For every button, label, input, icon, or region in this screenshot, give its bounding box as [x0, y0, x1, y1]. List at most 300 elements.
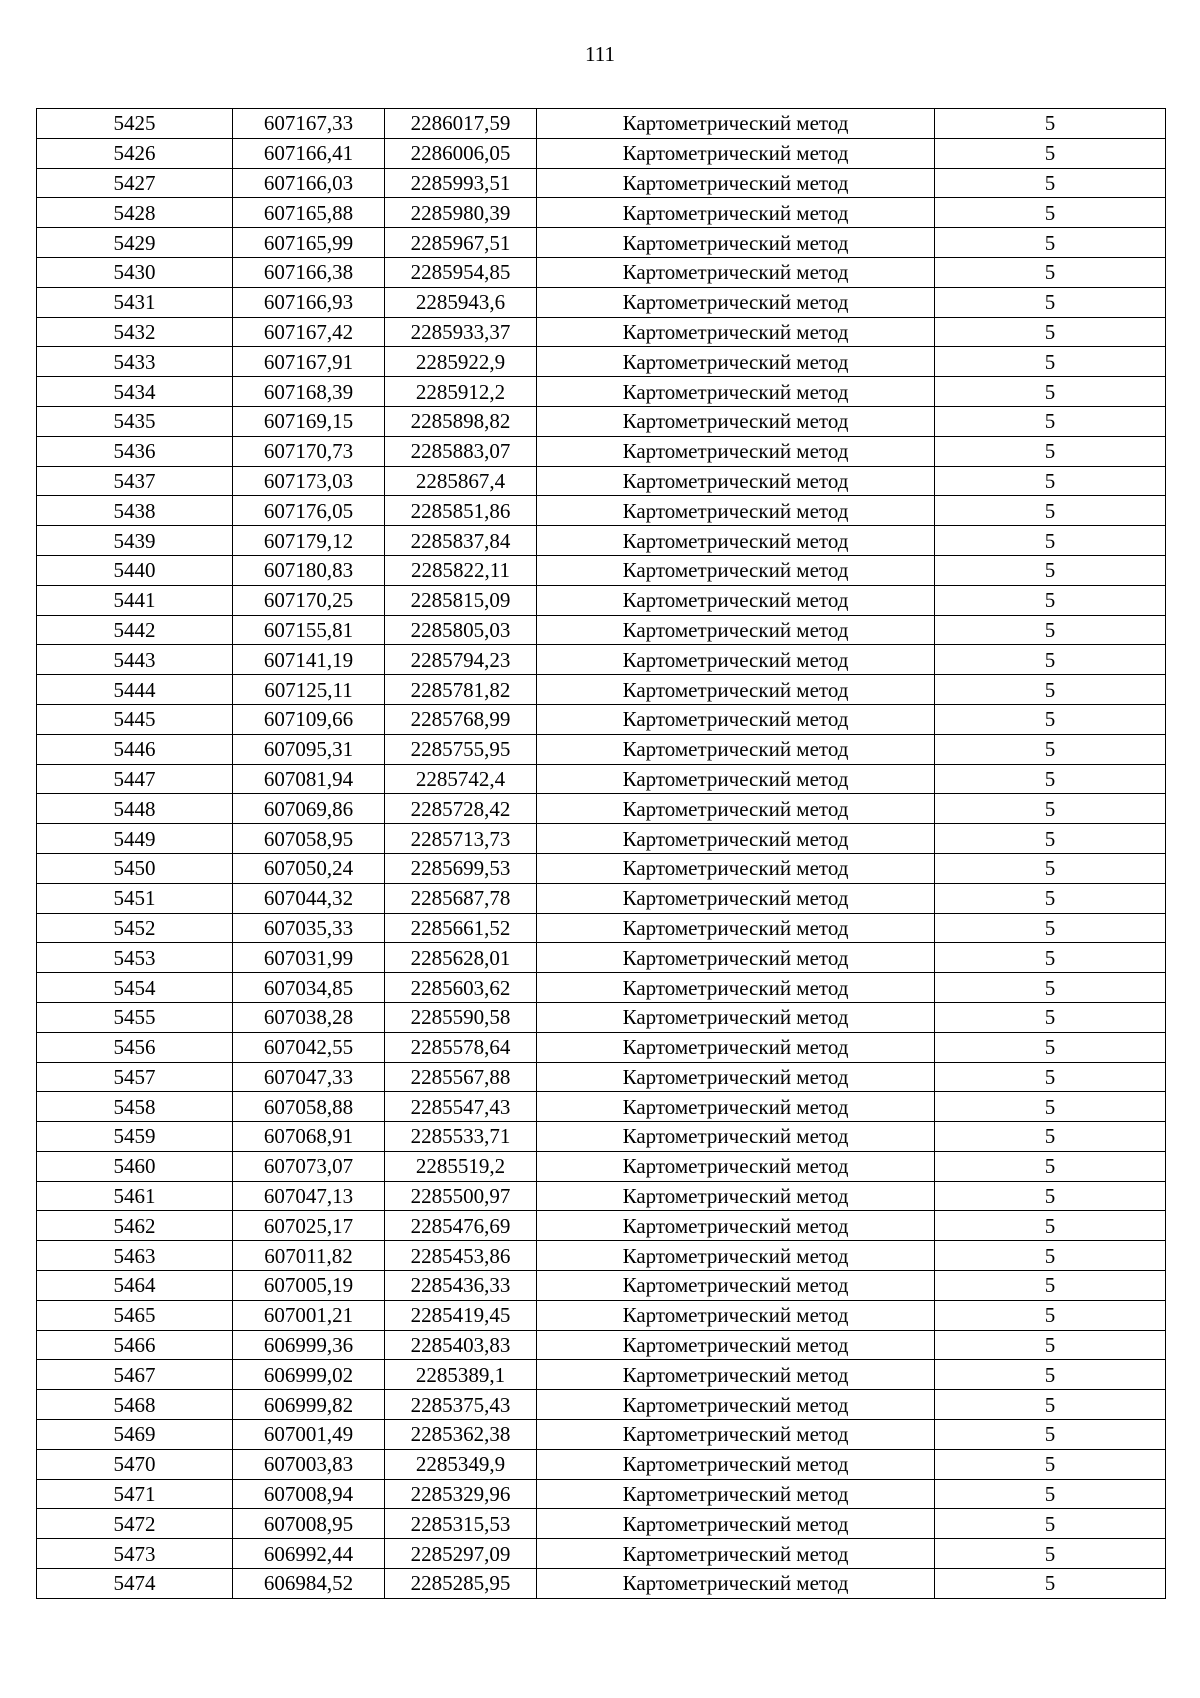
point-number-cell: 5431	[37, 287, 233, 317]
accuracy-cell: 5	[935, 257, 1166, 287]
accuracy-cell: 5	[935, 1479, 1166, 1509]
table-row	[37, 764, 1166, 794]
x-coordinate-cell: 607047,13	[233, 1181, 385, 1211]
point-number-cell: 5441	[37, 585, 233, 615]
method-cell: Картометрический метод	[537, 1479, 935, 1509]
accuracy-cell: 5	[935, 824, 1166, 854]
accuracy-cell: 5	[935, 1002, 1166, 1032]
accuracy-cell: 5	[935, 109, 1166, 139]
x-coordinate-cell: 607173,03	[233, 466, 385, 496]
point-number-cell: 5457	[37, 1062, 233, 1092]
table-row	[37, 1062, 1166, 1092]
point-number-cell: 5470	[37, 1449, 233, 1479]
y-coordinate-cell: 2285837,84	[385, 526, 537, 556]
y-coordinate-cell: 2285768,99	[385, 704, 537, 734]
method-cell: Картометрический метод	[537, 496, 935, 526]
x-coordinate-cell: 606999,36	[233, 1330, 385, 1360]
x-coordinate-cell: 607170,73	[233, 436, 385, 466]
table-row	[37, 406, 1166, 436]
x-coordinate-cell: 607180,83	[233, 555, 385, 585]
table-row	[37, 109, 1166, 139]
x-coordinate-cell: 607073,07	[233, 1151, 385, 1181]
method-cell: Картометрический метод	[537, 377, 935, 407]
accuracy-cell: 5	[935, 436, 1166, 466]
y-coordinate-cell: 2285943,6	[385, 287, 537, 317]
y-coordinate-cell: 2285362,38	[385, 1420, 537, 1450]
x-coordinate-cell: 607155,81	[233, 615, 385, 645]
table-row	[37, 1420, 1166, 1450]
y-coordinate-cell: 2285315,53	[385, 1509, 537, 1539]
table-row	[37, 1330, 1166, 1360]
method-cell: Картометрический метод	[537, 436, 935, 466]
x-coordinate-cell: 607047,33	[233, 1062, 385, 1092]
x-coordinate-cell: 607008,95	[233, 1509, 385, 1539]
point-number-cell: 5443	[37, 645, 233, 675]
y-coordinate-cell: 2286006,05	[385, 138, 537, 168]
y-coordinate-cell: 2285349,9	[385, 1449, 537, 1479]
method-cell: Картометрический метод	[537, 198, 935, 228]
point-number-cell: 5430	[37, 257, 233, 287]
method-cell: Картометрический метод	[537, 228, 935, 258]
table-row	[37, 734, 1166, 764]
y-coordinate-cell: 2285912,2	[385, 377, 537, 407]
point-number-cell: 5461	[37, 1181, 233, 1211]
table-row	[37, 794, 1166, 824]
point-number-cell: 5449	[37, 824, 233, 854]
method-cell: Картометрический метод	[537, 764, 935, 794]
y-coordinate-cell: 2285329,96	[385, 1479, 537, 1509]
x-coordinate-cell: 607058,88	[233, 1092, 385, 1122]
table-row	[37, 1300, 1166, 1330]
table-row	[37, 287, 1166, 317]
point-number-cell: 5465	[37, 1300, 233, 1330]
y-coordinate-cell: 2285297,09	[385, 1539, 537, 1569]
accuracy-cell: 5	[935, 1122, 1166, 1152]
method-cell: Картометрический метод	[537, 1300, 935, 1330]
x-coordinate-cell: 607109,66	[233, 704, 385, 734]
y-coordinate-cell: 2286017,59	[385, 109, 537, 139]
y-coordinate-cell: 2285687,78	[385, 883, 537, 913]
y-coordinate-cell: 2285590,58	[385, 1002, 537, 1032]
accuracy-cell: 5	[935, 585, 1166, 615]
method-cell: Картометрический метод	[537, 1390, 935, 1420]
method-cell: Картометрический метод	[537, 794, 935, 824]
accuracy-cell: 5	[935, 1032, 1166, 1062]
y-coordinate-cell: 2285661,52	[385, 913, 537, 943]
method-cell: Картометрический метод	[537, 675, 935, 705]
y-coordinate-cell: 2285883,07	[385, 436, 537, 466]
method-cell: Картометрический метод	[537, 1002, 935, 1032]
table-row	[37, 1509, 1166, 1539]
x-coordinate-cell: 607125,11	[233, 675, 385, 705]
point-number-cell: 5439	[37, 526, 233, 556]
table-row	[37, 1479, 1166, 1509]
y-coordinate-cell: 2285628,01	[385, 943, 537, 973]
y-coordinate-cell: 2285285,95	[385, 1569, 537, 1599]
y-coordinate-cell: 2285533,71	[385, 1122, 537, 1152]
point-number-cell: 5472	[37, 1509, 233, 1539]
accuracy-cell: 5	[935, 1300, 1166, 1330]
table-row	[37, 973, 1166, 1003]
table-row	[37, 883, 1166, 913]
x-coordinate-cell: 606999,82	[233, 1390, 385, 1420]
method-cell: Картометрический метод	[537, 1509, 935, 1539]
method-cell: Картометрический метод	[537, 1330, 935, 1360]
accuracy-cell: 5	[935, 764, 1166, 794]
point-number-cell: 5462	[37, 1211, 233, 1241]
y-coordinate-cell: 2285898,82	[385, 406, 537, 436]
x-coordinate-cell: 607001,49	[233, 1420, 385, 1450]
table-row	[37, 1181, 1166, 1211]
accuracy-cell: 5	[935, 973, 1166, 1003]
table-row	[37, 347, 1166, 377]
y-coordinate-cell: 2285389,1	[385, 1360, 537, 1390]
accuracy-cell: 5	[935, 466, 1166, 496]
point-number-cell: 5458	[37, 1092, 233, 1122]
accuracy-cell: 5	[935, 1151, 1166, 1181]
accuracy-cell: 5	[935, 704, 1166, 734]
table-row	[37, 1271, 1166, 1301]
x-coordinate-cell: 607068,91	[233, 1122, 385, 1152]
table-row	[37, 1539, 1166, 1569]
method-cell: Картометрический метод	[537, 943, 935, 973]
table-row	[37, 1151, 1166, 1181]
point-number-cell: 5433	[37, 347, 233, 377]
x-coordinate-cell: 606992,44	[233, 1539, 385, 1569]
table-row	[37, 198, 1166, 228]
method-cell: Картометрический метод	[537, 704, 935, 734]
table-row	[37, 555, 1166, 585]
x-coordinate-cell: 607044,32	[233, 883, 385, 913]
point-number-cell: 5460	[37, 1151, 233, 1181]
accuracy-cell: 5	[935, 1420, 1166, 1450]
point-number-cell: 5453	[37, 943, 233, 973]
x-coordinate-cell: 607166,38	[233, 257, 385, 287]
y-coordinate-cell: 2285755,95	[385, 734, 537, 764]
method-cell: Картометрический метод	[537, 168, 935, 198]
method-cell: Картометрический метод	[537, 466, 935, 496]
accuracy-cell: 5	[935, 555, 1166, 585]
method-cell: Картометрический метод	[537, 883, 935, 913]
x-coordinate-cell: 607069,86	[233, 794, 385, 824]
method-cell: Картометрический метод	[537, 257, 935, 287]
method-cell: Картометрический метод	[537, 526, 935, 556]
table-body	[37, 109, 1166, 1599]
table-row	[37, 1002, 1166, 1032]
table-row	[37, 168, 1166, 198]
accuracy-cell: 5	[935, 943, 1166, 973]
method-cell: Картометрический метод	[537, 1420, 935, 1450]
table-row	[37, 317, 1166, 347]
x-coordinate-cell: 607168,39	[233, 377, 385, 407]
point-number-cell: 5474	[37, 1569, 233, 1599]
y-coordinate-cell: 2285728,42	[385, 794, 537, 824]
point-number-cell: 5442	[37, 615, 233, 645]
x-coordinate-cell: 607081,94	[233, 764, 385, 794]
accuracy-cell: 5	[935, 377, 1166, 407]
point-number-cell: 5451	[37, 883, 233, 913]
table-row	[37, 1211, 1166, 1241]
accuracy-cell: 5	[935, 1271, 1166, 1301]
table-row	[37, 1449, 1166, 1479]
x-coordinate-cell: 607166,03	[233, 168, 385, 198]
table-row	[37, 466, 1166, 496]
accuracy-cell: 5	[935, 1360, 1166, 1390]
y-coordinate-cell: 2285742,4	[385, 764, 537, 794]
accuracy-cell: 5	[935, 347, 1166, 377]
x-coordinate-cell: 607167,42	[233, 317, 385, 347]
y-coordinate-cell: 2285578,64	[385, 1032, 537, 1062]
table-row	[37, 585, 1166, 615]
x-coordinate-cell: 607011,82	[233, 1241, 385, 1271]
y-coordinate-cell: 2285851,86	[385, 496, 537, 526]
table-row	[37, 913, 1166, 943]
y-coordinate-cell: 2285699,53	[385, 853, 537, 883]
point-number-cell: 5471	[37, 1479, 233, 1509]
table-row	[37, 675, 1166, 705]
table-row	[37, 1122, 1166, 1152]
table-row	[37, 943, 1166, 973]
x-coordinate-cell: 607034,85	[233, 973, 385, 1003]
accuracy-cell: 5	[935, 853, 1166, 883]
x-coordinate-cell: 607058,95	[233, 824, 385, 854]
point-number-cell: 5432	[37, 317, 233, 347]
table-row	[37, 1032, 1166, 1062]
x-coordinate-cell: 607141,19	[233, 645, 385, 675]
method-cell: Картометрический метод	[537, 109, 935, 139]
method-cell: Картометрический метод	[537, 913, 935, 943]
accuracy-cell: 5	[935, 228, 1166, 258]
point-number-cell: 5425	[37, 109, 233, 139]
method-cell: Картометрический метод	[537, 1271, 935, 1301]
table-row	[37, 1390, 1166, 1420]
accuracy-cell: 5	[935, 675, 1166, 705]
method-cell: Картометрический метод	[537, 1449, 935, 1479]
table-row	[37, 228, 1166, 258]
point-number-cell: 5447	[37, 764, 233, 794]
x-coordinate-cell: 607176,05	[233, 496, 385, 526]
method-cell: Картометрический метод	[537, 973, 935, 1003]
point-number-cell: 5438	[37, 496, 233, 526]
point-number-cell: 5469	[37, 1420, 233, 1450]
accuracy-cell: 5	[935, 1092, 1166, 1122]
accuracy-cell: 5	[935, 138, 1166, 168]
point-number-cell: 5452	[37, 913, 233, 943]
table-row	[37, 436, 1166, 466]
method-cell: Картометрический метод	[537, 615, 935, 645]
table-row	[37, 138, 1166, 168]
y-coordinate-cell: 2285375,43	[385, 1390, 537, 1420]
point-number-cell: 5464	[37, 1271, 233, 1301]
y-coordinate-cell: 2285436,33	[385, 1271, 537, 1301]
accuracy-cell: 5	[935, 734, 1166, 764]
point-number-cell: 5437	[37, 466, 233, 496]
y-coordinate-cell: 2285781,82	[385, 675, 537, 705]
y-coordinate-cell: 2285403,83	[385, 1330, 537, 1360]
table-row	[37, 853, 1166, 883]
y-coordinate-cell: 2285794,23	[385, 645, 537, 675]
accuracy-cell: 5	[935, 198, 1166, 228]
y-coordinate-cell: 2285967,51	[385, 228, 537, 258]
method-cell: Картометрический метод	[537, 824, 935, 854]
point-number-cell: 5444	[37, 675, 233, 705]
point-number-cell: 5445	[37, 704, 233, 734]
point-number-cell: 5428	[37, 198, 233, 228]
method-cell: Картометрический метод	[537, 138, 935, 168]
accuracy-cell: 5	[935, 913, 1166, 943]
x-coordinate-cell: 607166,93	[233, 287, 385, 317]
x-coordinate-cell: 607167,91	[233, 347, 385, 377]
accuracy-cell: 5	[935, 1181, 1166, 1211]
table-row	[37, 1360, 1166, 1390]
method-cell: Картометрический метод	[537, 1122, 935, 1152]
table-row	[37, 824, 1166, 854]
accuracy-cell: 5	[935, 287, 1166, 317]
x-coordinate-cell: 607050,24	[233, 853, 385, 883]
point-number-cell: 5429	[37, 228, 233, 258]
method-cell: Картометрический метод	[537, 287, 935, 317]
table-row	[37, 704, 1166, 734]
point-number-cell: 5455	[37, 1002, 233, 1032]
method-cell: Картометрический метод	[537, 1539, 935, 1569]
method-cell: Картометрический метод	[537, 1151, 935, 1181]
method-cell: Картометрический метод	[537, 853, 935, 883]
table-row	[37, 645, 1166, 675]
y-coordinate-cell: 2285547,43	[385, 1092, 537, 1122]
y-coordinate-cell: 2285713,73	[385, 824, 537, 854]
y-coordinate-cell: 2285993,51	[385, 168, 537, 198]
x-coordinate-cell: 607179,12	[233, 526, 385, 556]
table-row	[37, 1092, 1166, 1122]
method-cell: Картометрический метод	[537, 1241, 935, 1271]
accuracy-cell: 5	[935, 406, 1166, 436]
x-coordinate-cell: 607035,33	[233, 913, 385, 943]
accuracy-cell: 5	[935, 883, 1166, 913]
method-cell: Картометрический метод	[537, 1360, 935, 1390]
x-coordinate-cell: 607165,88	[233, 198, 385, 228]
x-coordinate-cell: 607025,17	[233, 1211, 385, 1241]
point-number-cell: 5454	[37, 973, 233, 1003]
x-coordinate-cell: 607005,19	[233, 1271, 385, 1301]
x-coordinate-cell: 607166,41	[233, 138, 385, 168]
x-coordinate-cell: 607095,31	[233, 734, 385, 764]
table-row	[37, 257, 1166, 287]
y-coordinate-cell: 2285867,4	[385, 466, 537, 496]
accuracy-cell: 5	[935, 1569, 1166, 1599]
y-coordinate-cell: 2285603,62	[385, 973, 537, 1003]
accuracy-cell: 5	[935, 168, 1166, 198]
method-cell: Картометрический метод	[537, 1032, 935, 1062]
point-number-cell: 5448	[37, 794, 233, 824]
accuracy-cell: 5	[935, 1539, 1166, 1569]
accuracy-cell: 5	[935, 1390, 1166, 1420]
x-coordinate-cell: 607038,28	[233, 1002, 385, 1032]
point-number-cell: 5459	[37, 1122, 233, 1152]
accuracy-cell: 5	[935, 496, 1166, 526]
y-coordinate-cell: 2285933,37	[385, 317, 537, 347]
y-coordinate-cell: 2285476,69	[385, 1211, 537, 1241]
y-coordinate-cell: 2285815,09	[385, 585, 537, 615]
y-coordinate-cell: 2285805,03	[385, 615, 537, 645]
method-cell: Картометрический метод	[537, 734, 935, 764]
table-row	[37, 496, 1166, 526]
method-cell: Картометрический метод	[537, 585, 935, 615]
method-cell: Картометрический метод	[537, 317, 935, 347]
method-cell: Картометрический метод	[537, 555, 935, 585]
point-number-cell: 5463	[37, 1241, 233, 1271]
x-coordinate-cell: 607031,99	[233, 943, 385, 973]
accuracy-cell: 5	[935, 1241, 1166, 1271]
table-row	[37, 615, 1166, 645]
method-cell: Картометрический метод	[537, 1181, 935, 1211]
method-cell: Картометрический метод	[537, 406, 935, 436]
method-cell: Картометрический метод	[537, 1092, 935, 1122]
y-coordinate-cell: 2285500,97	[385, 1181, 537, 1211]
x-coordinate-cell: 606984,52	[233, 1569, 385, 1599]
coordinates-table	[36, 108, 1166, 1599]
accuracy-cell: 5	[935, 645, 1166, 675]
y-coordinate-cell: 2285822,11	[385, 555, 537, 585]
accuracy-cell: 5	[935, 1509, 1166, 1539]
accuracy-cell: 5	[935, 1211, 1166, 1241]
y-coordinate-cell: 2285419,45	[385, 1300, 537, 1330]
accuracy-cell: 5	[935, 1062, 1166, 1092]
y-coordinate-cell: 2285922,9	[385, 347, 537, 377]
table-row	[37, 1241, 1166, 1271]
point-number-cell: 5426	[37, 138, 233, 168]
point-number-cell: 5450	[37, 853, 233, 883]
method-cell: Картометрический метод	[537, 1062, 935, 1092]
accuracy-cell: 5	[935, 615, 1166, 645]
point-number-cell: 5456	[37, 1032, 233, 1062]
x-coordinate-cell: 607167,33	[233, 109, 385, 139]
x-coordinate-cell: 607165,99	[233, 228, 385, 258]
method-cell: Картометрический метод	[537, 645, 935, 675]
y-coordinate-cell: 2285954,85	[385, 257, 537, 287]
point-number-cell: 5446	[37, 734, 233, 764]
method-cell: Картометрический метод	[537, 1211, 935, 1241]
table-row	[37, 526, 1166, 556]
y-coordinate-cell: 2285980,39	[385, 198, 537, 228]
x-coordinate-cell: 606999,02	[233, 1360, 385, 1390]
method-cell: Картометрический метод	[537, 1569, 935, 1599]
accuracy-cell: 5	[935, 1449, 1166, 1479]
x-coordinate-cell: 607170,25	[233, 585, 385, 615]
point-number-cell: 5473	[37, 1539, 233, 1569]
table-row	[37, 377, 1166, 407]
accuracy-cell: 5	[935, 794, 1166, 824]
y-coordinate-cell: 2285519,2	[385, 1151, 537, 1181]
x-coordinate-cell: 607042,55	[233, 1032, 385, 1062]
page-number: 111	[585, 42, 615, 66]
x-coordinate-cell: 607001,21	[233, 1300, 385, 1330]
point-number-cell: 5468	[37, 1390, 233, 1420]
point-number-cell: 5435	[37, 406, 233, 436]
x-coordinate-cell: 607169,15	[233, 406, 385, 436]
accuracy-cell: 5	[935, 526, 1166, 556]
point-number-cell: 5434	[37, 377, 233, 407]
point-number-cell: 5466	[37, 1330, 233, 1360]
accuracy-cell: 5	[935, 1330, 1166, 1360]
accuracy-cell: 5	[935, 317, 1166, 347]
point-number-cell: 5427	[37, 168, 233, 198]
x-coordinate-cell: 607008,94	[233, 1479, 385, 1509]
y-coordinate-cell: 2285567,88	[385, 1062, 537, 1092]
point-number-cell: 5440	[37, 555, 233, 585]
method-cell: Картометрический метод	[537, 347, 935, 377]
point-number-cell: 5436	[37, 436, 233, 466]
y-coordinate-cell: 2285453,86	[385, 1241, 537, 1271]
